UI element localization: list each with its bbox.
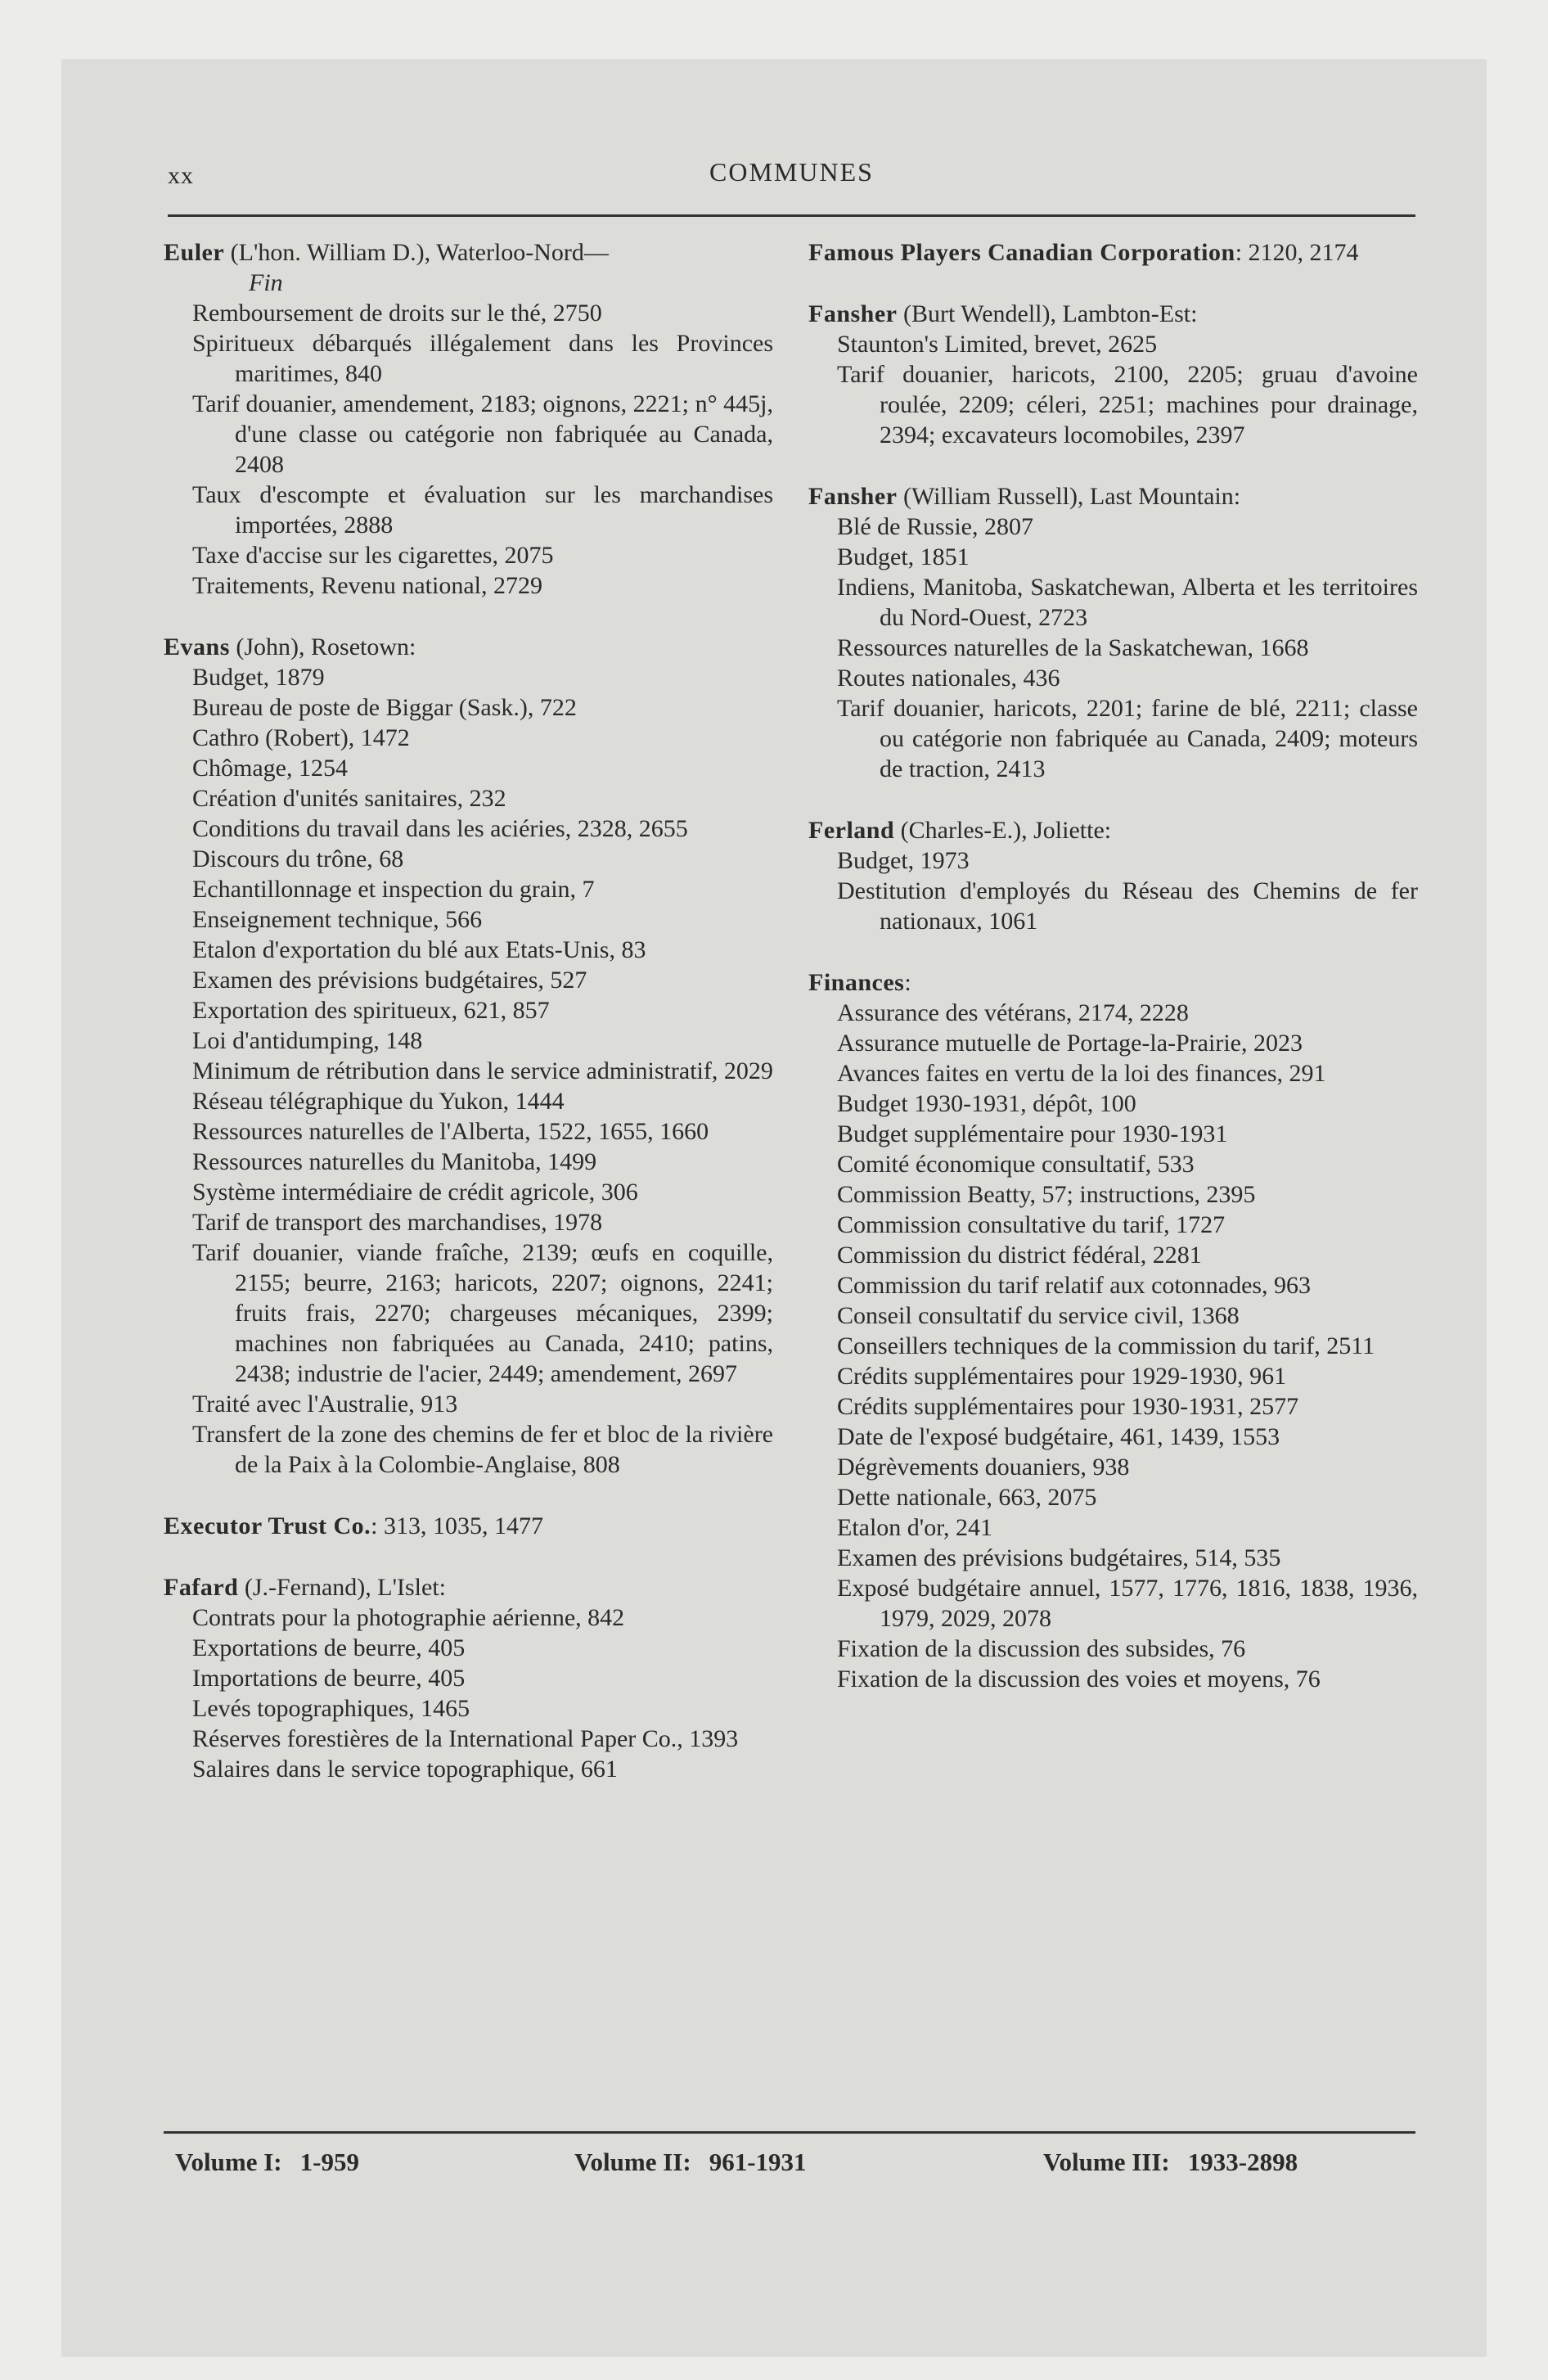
entry-detail: : 2120, 2174 — [1235, 239, 1359, 266]
subentry: Transfert de la zone des chemins de fer et bloc de la rivière de la Paix à la Colombie-Anglaise, 808 — [192, 1421, 773, 1478]
entry-detail: (William Russell), Last Mountain: — [897, 483, 1241, 510]
subentry: Tarif douanier, viande fraîche, 2139; œufs en coquille, 2155; beurre, 2163; haricots, 2207; oignons, 2241; fruits frais, 2270; chargeuses mécaniques, 2399; machines non fabriquées au Canada, 2410; patins, 2438; industrie de l'acier, 2449; amendement, 2697 — [192, 1239, 773, 1387]
subentry: Bureau de poste de Biggar (Sask.), 722 — [192, 694, 577, 721]
subentry: Enseignement technique, 566 — [192, 906, 483, 933]
subentry: Traitements, Revenu national, 2729 — [192, 572, 542, 599]
volume-range: 961-1931 — [709, 2148, 807, 2176]
index-entry — [808, 815, 1418, 936]
subentry: Commission consultative du tarif, 1727 — [837, 1211, 1226, 1238]
entry-detail: (J.-Fernand), L'Islet: — [238, 1574, 446, 1601]
entry-heading — [164, 1572, 773, 1602]
entry-heading — [164, 237, 773, 298]
subentry: Etalon d'exportation du blé aux Etats-Unis, 83 — [192, 936, 646, 963]
volume-2 — [574, 2148, 807, 2177]
entry-name: Executor Trust Co. — [164, 1512, 371, 1539]
subentry: Assurance des vétérans, 2174, 2228 — [837, 999, 1189, 1026]
entry-heading — [808, 481, 1418, 512]
subentry: Fixation de la discussion des voies et moyens, 76 — [837, 1666, 1321, 1693]
subentry: Taxe d'accise sur les cigarettes, 2075 — [192, 542, 554, 569]
subentry: Destitution d'employés du Réseau des Chemins de fer nationaux, 1061 — [837, 877, 1418, 935]
entry-name: Fafard — [164, 1574, 239, 1601]
entry-name: Finances — [808, 969, 905, 996]
entry-continued: Fin — [249, 269, 283, 296]
volume-footer — [164, 2148, 1415, 2184]
subentry: Minimum de rétribution dans le service administratif, 2029 — [192, 1057, 773, 1084]
subentry: Budget, 1973 — [837, 847, 970, 874]
entry-detail: (Burt Wendell), Lambton-Est: — [897, 300, 1198, 327]
running-head — [168, 152, 1415, 193]
entry-heading — [808, 967, 1418, 998]
subentry-list — [808, 512, 1418, 784]
subentry-list — [808, 845, 1418, 936]
subentry: Assurance mutuelle de Portage-la-Prairie, 2023 — [837, 1030, 1303, 1057]
subentry: Commission Beatty, 57; instructions, 2395 — [837, 1181, 1256, 1208]
subentry: Ressources naturelles du Manitoba, 1499 — [192, 1148, 597, 1175]
volume-label: Volume III: — [1043, 2148, 1170, 2176]
entry-detail: (L'hon. William D.), Waterloo-Nord— — [224, 239, 609, 266]
subentry: Fixation de la discussion des subsides, 76 — [837, 1635, 1246, 1662]
subentry: Cathro (Robert), 1472 — [192, 724, 410, 751]
subentry: Ressources naturelles de l'Alberta, 1522, 1655, 1660 — [192, 1118, 709, 1145]
subentry: Avances faites en vertu de la loi des finances, 291 — [837, 1060, 1326, 1087]
subentry: Staunton's Limited, brevet, 2625 — [837, 331, 1158, 358]
index-entry — [808, 481, 1418, 784]
subentry: Budget 1930-1931, dépôt, 100 — [837, 1090, 1136, 1117]
left-column — [164, 237, 773, 1815]
subentry: Examen des prévisions budgétaires, 514, 535 — [837, 1544, 1281, 1571]
subentry: Conseillers techniques de la commission du tarif, 2511 — [837, 1332, 1375, 1359]
subentry-list — [164, 1602, 773, 1784]
entry-detail: : — [904, 969, 911, 996]
volume-label: Volume I: — [175, 2148, 282, 2176]
volume-3 — [1043, 2148, 1298, 2177]
subentry: Budget, 1879 — [192, 664, 325, 691]
subentry: Ressources naturelles de la Saskatchewan, 1668 — [837, 634, 1309, 661]
subentry: Conditions du travail dans les aciéries, 2328, 2655 — [192, 815, 688, 842]
subentry-list — [164, 298, 773, 601]
subentry: Conseil consultatif du service civil, 1368 — [837, 1302, 1240, 1329]
subentry: Exposé budgétaire annuel, 1577, 1776, 1816, 1838, 1936, 1979, 2029, 2078 — [837, 1575, 1418, 1632]
index-entry — [808, 967, 1418, 1694]
subentry: Dégrèvements douaniers, 938 — [837, 1454, 1130, 1481]
entry-name: Fansher — [808, 483, 898, 510]
subentry: Commission du tarif relatif aux cotonnades, 963 — [837, 1272, 1312, 1299]
entry-name: Euler — [164, 239, 225, 266]
entry-name: Ferland — [808, 817, 895, 844]
subentry: Salaires dans le service topographique, 661 — [192, 1756, 618, 1783]
section-title: COMMUNES — [709, 157, 874, 187]
footer-rule — [164, 2131, 1415, 2134]
subentry-list — [164, 662, 773, 1480]
subentry: Discours du trône, 68 — [192, 845, 404, 872]
right-column — [808, 237, 1418, 1725]
index-entry — [164, 1572, 773, 1784]
subentry: Spiritueux débarqués illégalement dans les Provinces maritimes, 840 — [192, 330, 773, 387]
index-entry — [808, 237, 1418, 268]
subentry-list — [808, 998, 1418, 1694]
subentry: Remboursement de droits sur le thé, 2750 — [192, 300, 602, 327]
subentry: Réserves forestières de la International Paper Co., 1393 — [192, 1725, 739, 1752]
subentry: Indiens, Manitoba, Saskatchewan, Alberta et les territoires du Nord-Ouest, 2723 — [837, 574, 1418, 631]
subentry: Blé de Russie, 2807 — [837, 513, 1033, 540]
subentry: Echantillonnage et inspection du grain, 7 — [192, 876, 595, 903]
subentry: Budget supplémentaire pour 1930-1931 — [837, 1120, 1228, 1147]
subentry: Examen des prévisions budgétaires, 527 — [192, 967, 587, 994]
subentry-list — [808, 329, 1418, 450]
subentry: Taux d'escompte et évaluation sur les marchandises importées, 2888 — [192, 481, 773, 539]
subentry: Date de l'exposé budgétaire, 461, 1439, 1553 — [837, 1423, 1280, 1450]
subentry: Routes nationales, 436 — [837, 665, 1060, 692]
volume-label: Volume II: — [574, 2148, 691, 2176]
subentry: Tarif douanier, amendement, 2183; oignons, 2221; n° 445j, d'une classe ou catégorie non fabriquée au Canada, 2408 — [192, 390, 773, 478]
subentry: Comité économique consultatif, 533 — [837, 1151, 1195, 1178]
subentry: Système intermédiaire de crédit agricole, 306 — [192, 1179, 638, 1206]
subentry: Tarif de transport des marchandises, 1978 — [192, 1209, 603, 1236]
entry-name: Evans — [164, 633, 230, 660]
entry-heading — [808, 299, 1418, 329]
entry-name: Fansher — [808, 300, 898, 327]
subentry: Crédits supplémentaires pour 1929-1930, 961 — [837, 1363, 1287, 1390]
entry-detail: (Charles-E.), Joliette: — [894, 817, 1112, 844]
entry-heading — [164, 632, 773, 662]
header-rule — [168, 214, 1415, 217]
entry-detail: : 313, 1035, 1477 — [371, 1512, 544, 1539]
subentry: Création d'unités sanitaires, 232 — [192, 785, 506, 812]
entry-heading — [808, 815, 1418, 845]
volume-1 — [175, 2148, 359, 2177]
subentry: Importations de beurre, 405 — [192, 1665, 466, 1692]
subentry: Levés topographiques, 1465 — [192, 1695, 470, 1722]
subentry: Exportations de beurre, 405 — [192, 1634, 466, 1661]
index-entry — [808, 299, 1418, 450]
volume-range: 1-959 — [299, 2148, 359, 2176]
index-entry — [164, 632, 773, 1480]
page-number: xx — [168, 162, 194, 189]
subentry: Tarif douanier, haricots, 2100, 2205; gruau d'avoine roulée, 2209; céleri, 2251; machines pour drainage, 2394; excavateurs locomobiles, 2397 — [837, 361, 1418, 449]
subentry: Dette nationale, 663, 2075 — [837, 1484, 1097, 1511]
entry-heading — [164, 1511, 773, 1541]
subentry: Budget, 1851 — [837, 543, 970, 570]
subentry: Crédits supplémentaires pour 1930-1931, 2577 — [837, 1393, 1299, 1420]
subentry: Commission du district fédéral, 2281 — [837, 1242, 1202, 1269]
entry-name: Famous Players Canadian Corporation — [808, 239, 1235, 266]
entry-heading — [808, 237, 1418, 268]
index-entry — [164, 237, 773, 601]
subentry: Traité avec l'Australie, 913 — [192, 1391, 458, 1418]
subentry: Réseau télégraphique du Yukon, 1444 — [192, 1088, 565, 1115]
volume-range: 1933-2898 — [1187, 2148, 1298, 2176]
subentry: Exportation des spiritueux, 621, 857 — [192, 997, 550, 1024]
subentry: Contrats pour la photographie aérienne, 842 — [192, 1604, 625, 1631]
subentry: Tarif douanier, haricots, 2201; farine de blé, 2211; classe ou catégorie non fabriquée au Canada, 2409; moteurs de traction, 2413 — [837, 695, 1418, 782]
subentry: Loi d'antidumping, 148 — [192, 1027, 423, 1054]
subentry: Chômage, 1254 — [192, 755, 348, 782]
index-entry — [164, 1511, 773, 1541]
entry-detail: (John), Rosetown: — [229, 633, 416, 660]
subentry: Etalon d'or, 241 — [837, 1514, 993, 1541]
